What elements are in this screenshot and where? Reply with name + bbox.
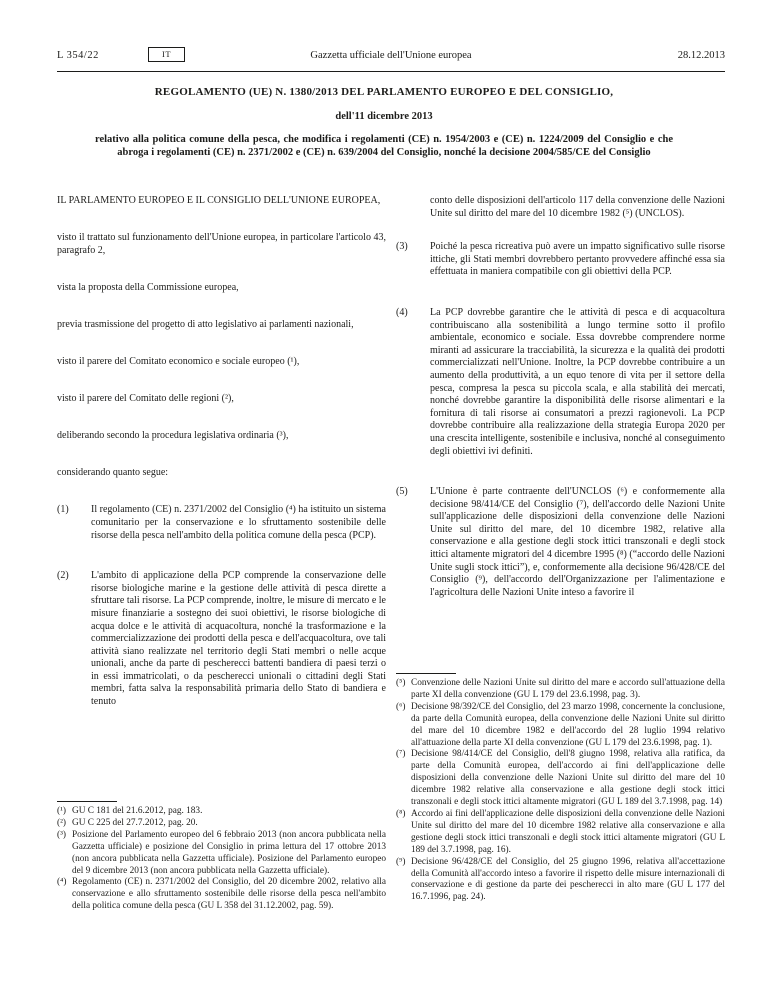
issue-date: 28.12.2013 <box>677 50 725 61</box>
footnote-text: GU C 225 del 27.7.2012, pag. 20. <box>72 817 198 828</box>
preamble-paragraph: visto il parere del Comitato delle regioni (²), <box>57 393 234 405</box>
preamble-paragraph: vista la proposta della Commissione europea, <box>57 281 239 293</box>
footnote <box>396 857 725 905</box>
preamble-paragraph: previa trasmissione del progetto di atto legislativo ai parlamenti nazionali, <box>57 318 354 330</box>
recital-number: (5) <box>396 486 408 498</box>
preamble-paragraph: deliberando secondo la procedura legislativa ordinaria (³), <box>57 430 289 442</box>
recital-number: (1) <box>57 504 69 516</box>
recital-text: Poiché la pesca ricreativa può avere un impatto significativo sulle risorse ittiche, gli Stati membri dovrebbero pertanto provvedere affinché essa sia effettuata in maniera compatibile con gli obiettivi della PCP. <box>430 241 725 278</box>
footnote-text: Convenzione delle Nazioni Unite sul diritto del mare e accordo sull'attuazione della parte XI della convenzione (GU L 179 del 23.6.1998, pag. 3). <box>411 678 725 700</box>
footnote <box>396 749 725 809</box>
footnote <box>396 678 725 702</box>
recital <box>396 241 725 279</box>
recital-text: Il regolamento (CE) n. 2371/2002 del Consiglio (⁴) ha istituito un sistema comunitario per la conservazione e lo sfruttamento sostenibile delle risorse della pesca nell'ambito della politica comune della pesca (PCP). <box>91 504 386 541</box>
page-header <box>57 47 725 65</box>
footnote <box>57 806 386 818</box>
left-column <box>57 195 386 955</box>
page-number: L 354/22 <box>57 50 99 61</box>
footnote <box>57 877 386 913</box>
right-column <box>396 195 725 955</box>
footnote-text: GU C 181 del 21.6.2012, pag. 183. <box>72 806 203 816</box>
recital-text: L'Unione è parte contraente dell'UNCLOS (⁶) e conformemente alla decisione 98/414/CE del Consiglio (⁷), dell'accordo delle Nazioni Unite sull'applicazione delle disposizioni della convenzione delle Nazioni Unite sul diritto del mare, del 10 dicembre 1982, relative alla conservazione e alla gestione degli stock ittici transzonali e degli stock ittici altamente migratori del 4 dicembre 1995 (⁸) (“accordo delle Nazioni Unite sugli stock ittici”), e, conformemente alla decisione 96/428/CE del Consiglio (⁹), dell'accordo dell'Organizzazione per l'alimentazione e l'agricoltura delle Nazioni Unite inteso a favorire il <box>430 486 725 598</box>
recital-text: L'ambito di applicazione della PCP comprende la conservazione delle risorse biologiche marine e la gestione delle attività di pesca dirette a sfruttare tali risorse. La PCP comprende, inoltre, le misure di mercato e le misure finanziarie a sostegno dei suoi obiettivi, le risorse biologiche di acqua dolce e le attività di acquacoltura, nonché la trasformazione e la commercializzazione dei prodotti della pesca e dell'acquacoltura, ove tali attività siano realizzate nel territorio degli Stati membri o nelle acque unionali, anche da parte di pescherecci battenti bandiera di paesi terzi o in essi immatricolati, o da pescherecci unionali o cittadini degli Stati membri, fatta salva la responsabilità primaria dello Stato di bandiera e tenuto <box>91 570 386 708</box>
footnote-marker: (⁸) <box>396 808 406 819</box>
regulation-title: REGOLAMENTO (UE) N. 1380/2013 DEL PARLAMENTO EUROPEO E DEL CONSIGLIO, <box>154 86 614 98</box>
preamble-paragraph: considerando quanto segue: <box>57 467 169 479</box>
footnote-marker: (⁵) <box>396 678 406 688</box>
footnotes-left <box>57 801 386 913</box>
footnote-separator <box>57 801 117 802</box>
footnote <box>396 809 725 857</box>
title-block <box>0 86 768 159</box>
footnote-marker: (³) <box>57 829 66 840</box>
recital-number: (4) <box>396 306 408 318</box>
footnote <box>57 830 386 878</box>
footnote-text: Regolamento (CE) n. 2371/2002 del Consiglio, del 20 dicembre 2002, relativo alla conservazione e allo sfruttamento sostenibile delle risorse della pesca nell'ambito della politica comune della pesca (GU L 358 del 31.12.2002, pag. 59). <box>72 877 386 912</box>
footnote-text: Decisione 98/414/CE del Consiglio, dell'8 giugno 1998, relativa alla ratifica, da parte della Comunità europea, dell'accordo ai fini dell'applicazione delle disposizioni della convenzione delle Nazioni Unite sul diritto del mare del 10 dicembre 1982 relative alla conservazione e alla gestione degli stock ittici transzonali e degli stock ittici altamente migratori (GU L 189 del 3.7.1998, pag. 14) <box>411 749 725 808</box>
footnote-marker: (⁴) <box>57 877 67 888</box>
footnote-marker: (⁷) <box>396 749 406 760</box>
footnote-text: Accordo ai fini dell'applicazione delle disposizioni della convenzione delle Nazioni Unite sul diritto del mare del 10 dicembre 1982 relative alla conservazione e alla gestione degli stock ittici transzonali e degli stock ittici altamente migratori (GU L 189 del 3.7.1998, pag. 16). <box>411 808 725 855</box>
recital-number: (2) <box>57 570 69 582</box>
recital <box>57 570 386 709</box>
language-code-badge: IT <box>148 47 185 62</box>
recital <box>396 486 725 599</box>
footnote-marker: (²) <box>57 817 66 828</box>
header-rule <box>57 71 725 72</box>
footnote <box>57 818 386 830</box>
footnote-text: Decisione 98/392/CE del Consiglio, del 23 marzo 1998, concernente la conclusione, da parte della Comunità europea, della convenzione delle Nazioni Unite sul diritto del mare del 10 dicembre 1982 e dell'accordo del 28 luglio 1994 relativo all'attuazione della parte XI della convenzione (GU L 179 del 23.6.1998, pag. 1). <box>411 701 725 748</box>
recital <box>396 307 725 458</box>
footnote-marker: (⁶) <box>396 701 406 712</box>
regulation-subtitle: relativo alla politica comune della pesca, che modifica i regolamenti (CE) n. 1954/2003 e (CE) n. 1224/2009 del Consiglio e che abroga i regolamenti (CE) n. 2371/2002 e (CE) n. 639/2004 del Consiglio, nonché la decisione 2004/585/CE del Consiglio <box>95 134 673 159</box>
preamble-paragraph: visto il trattato sul funzionamento dell'Unione europea, in particolare l'articolo 43, paragrafo 2, <box>57 232 386 256</box>
footnote-separator <box>396 673 456 674</box>
journal-title: Gazzetta ufficiale dell'Unione europea <box>310 50 472 61</box>
recital <box>57 504 386 542</box>
footnotes-right <box>396 673 725 904</box>
footnote-text: Decisione 96/428/CE del Consiglio, del 25 giugno 1996, relativa all'accettazione della Comunità all'accordo inteso a favorire il rispetto delle misure internazionali di conservazione e di gestione da parte dei pescherecci in alto mare (GU L 177 del 16.7.1996, pag. 24). <box>411 856 725 903</box>
preamble-paragraph: visto il parere del Comitato economico e sociale europeo (¹), <box>57 355 300 367</box>
preamble-paragraph: IL PARLAMENTO EUROPEO E IL CONSIGLIO DELL'UNIONE EUROPEA, <box>57 195 381 206</box>
footnote-marker: (¹) <box>57 806 66 816</box>
column-continuation-text: conto delle disposizioni dell'articolo 117 della convenzione delle Nazioni Unite sul diritto del mare del 10 dicembre 1982 (⁵) (UNCLOS). <box>430 195 725 219</box>
recital-text: La PCP dovrebbe garantire che le attività di pesca e di acquacoltura contribuiscano alla sostenibilità a lungo termine sotto il profilo ambientale, economico e sociale. Essa dovrebbe comprendere norme miranti ad assicurare la tracciabilità, la sicurezza e la qualità dei prodotti commercializzati nell'Unione. Inoltre, la PCP dovrebbe contribuire a un aumento della produttività, a un equo tenore di vita per il settore della pesca, compresa la pesca su piccola scala, e alla stabilità dei mercati, nonché dovrebbe garantire la disponibilità delle risorse alimentari e la fornitura di tali risorse ai consumatori a prezzi ragionevoli. La PCP dovrebbe contribuire alla realizzazione della strategia Europa 2020 per una crescita intelligente, sostenibile e inclusiva, nonché al conseguimento degli obiettivi ivi definiti. <box>430 306 725 457</box>
footnote-marker: (⁹) <box>396 856 406 867</box>
footnote <box>396 702 725 750</box>
recital-number: (3) <box>396 241 408 253</box>
footnote-text: Posizione del Parlamento europeo del 6 febbraio 2013 (non ancora pubblicata nella Gazzetta ufficiale) e posizione del Consiglio in prima lettura del 17 ottobre 2013 (non ancora pubblicata nella Gazzetta ufficiale). Posizione del Parlamento europeo del 9 dicembre 2013 (non ancora pubblicata nella Gazzetta ufficiale). <box>72 829 386 876</box>
regulation-date: dell'11 dicembre 2013 <box>335 111 433 122</box>
